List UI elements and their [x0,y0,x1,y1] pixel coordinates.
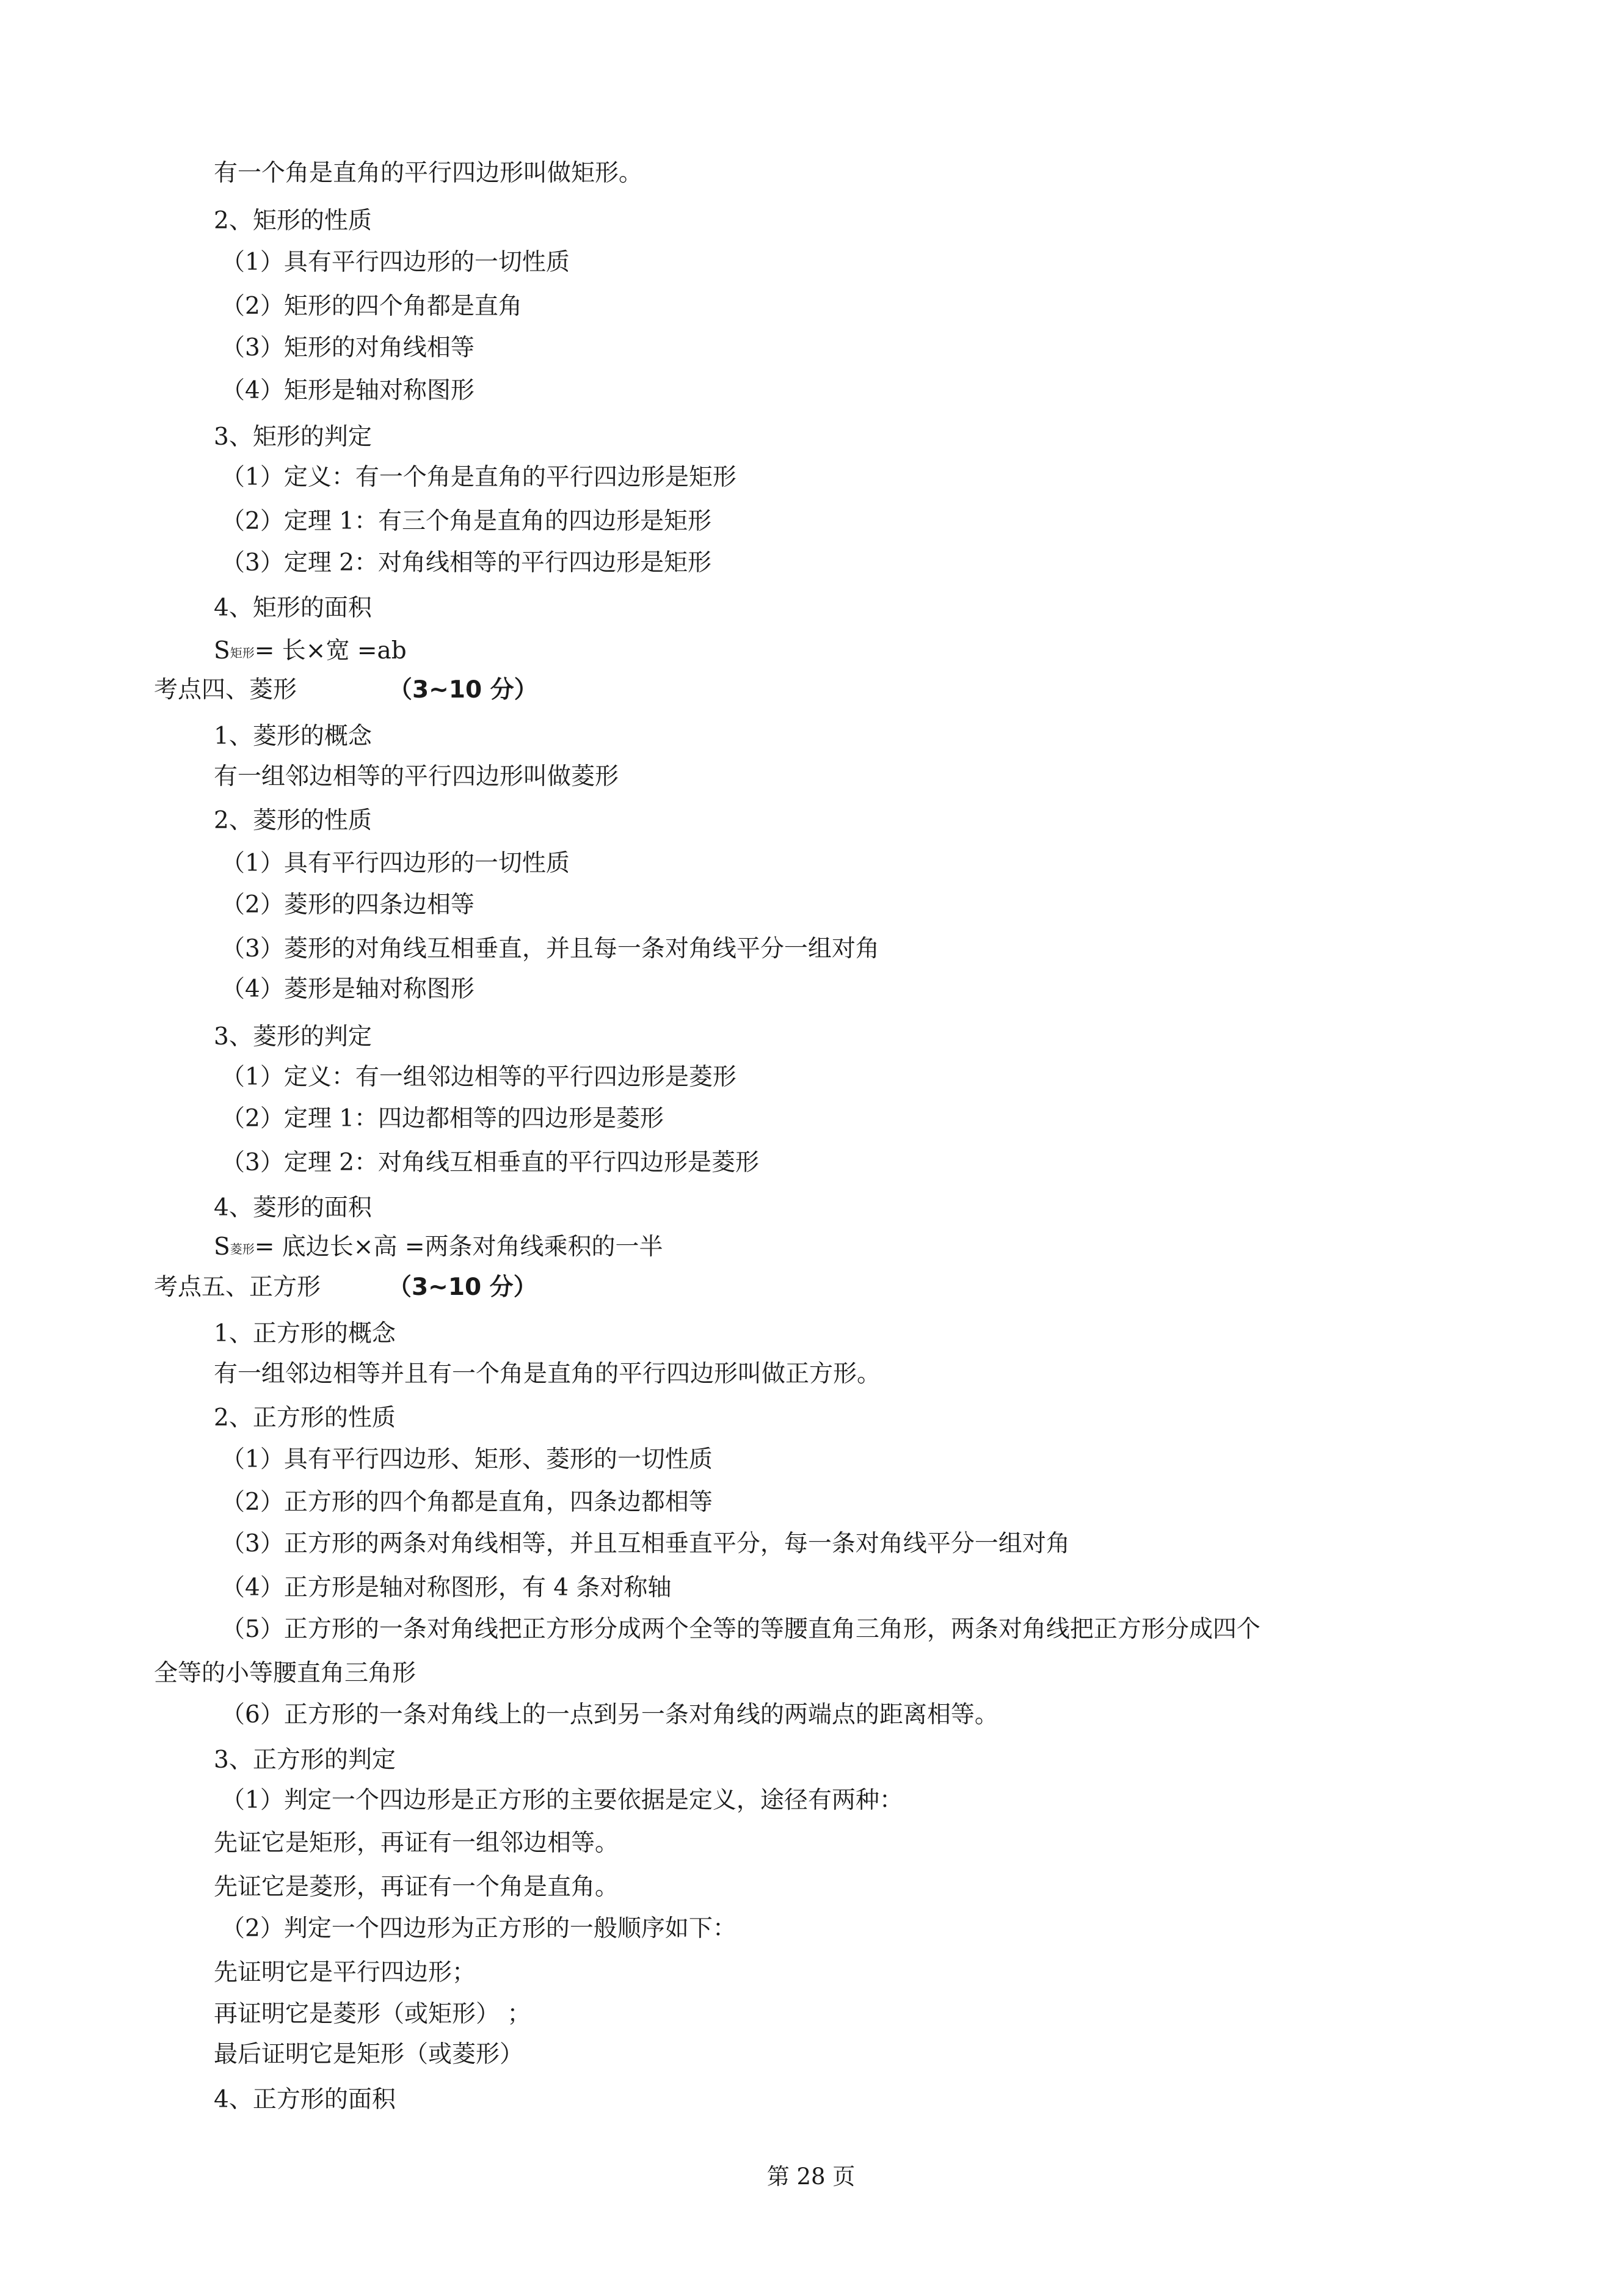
rhombus-area-s: S [214,1233,230,1261]
page-number: 第 28 页 [766,2163,856,2190]
square-definition: 有一组邻边相等并且有一个角是直角的平行四边形叫做正方形。 [214,1360,881,1388]
square-criteria-heading: 3、正方形的判定 [214,1746,396,1774]
square-property-5-continued: 全等的小等腰直角三角形 [154,1660,416,1687]
rhombus-criterion-2: （2）定理 1：四边都相等的四边形是菱形 [221,1105,664,1132]
rect-area-heading: 4、矩形的面积 [214,594,372,622]
rect-property-1: （1）具有平行四边形的一切性质 [221,249,570,276]
square-criterion-2: （2）判定一个四边形为正方形的一般顺序如下： [221,1915,736,1942]
square-criterion-2-step-1: 先证明它是平行四边形； [214,1959,476,1986]
square-criterion-1-path-b: 先证它是菱形，再证有一个角是直角。 [214,1873,619,1901]
square-property-5: （5）正方形的一条对角线把正方形分成两个全等的等腰直角三角形，两条对角线把正方形分成四个 [221,1616,1260,1643]
square-property-2: （2）正方形的四个角都是直角，四条边都相等 [221,1489,713,1516]
square-criterion-2-step-2: 再证明它是菱形（或矩形） ； [214,2000,531,2028]
rect-criteria-heading: 3、矩形的判定 [214,423,372,451]
rect-property-2: （2）矩形的四个角都是直角 [221,293,522,320]
rhombus-points: （3~10 分） [388,676,538,704]
square-criterion-1-path-a: 先证它是矩形，再证有一组邻边相等。 [214,1829,619,1857]
rhombus-criteria-heading: 3、菱形的判定 [214,1023,372,1051]
rhombus-property-1: （1）具有平行四边形的一切性质 [221,850,570,877]
rect-area-subscript: 矩形 [230,646,255,660]
rect-area-rest: = 长×宽 =ab [254,637,407,665]
rhombus-property-3: （3）菱形的对角线互相垂直，并且每一条对角线平分一组对角 [221,935,879,963]
square-criterion-1: （1）判定一个四边形是正方形的主要依据是定义，途径有两种： [221,1787,903,1814]
rect-criterion-1: （1）定义：有一个角是直角的平行四边形是矩形 [221,464,736,491]
rhombus-area-rest: = 底边长×高 =两条对角线乘积的一半 [254,1233,663,1261]
square-property-3: （3）正方形的两条对角线相等，并且互相垂直平分，每一条对角线平分一组对角 [221,1530,1070,1558]
square-criterion-2-step-3: 最后证明它是矩形（或菱形） [214,2041,524,2068]
rhombus-section-heading [154,676,538,705]
square-properties-heading: 2、正方形的性质 [214,1404,396,1432]
rhombus-properties-heading: 2、菱形的性质 [214,807,372,834]
rhombus-area-heading: 4、菱形的面积 [214,1194,372,1222]
rhombus-concept-heading: 1、菱形的概念 [214,723,372,750]
square-property-4: （4）正方形是轴对称图形，有 4 条对称轴 [221,1574,672,1602]
square-points: （3~10 分） [388,1274,537,1301]
rect-property-4: （4）矩形是轴对称图形 [221,377,475,404]
rect-definition: 有一个角是直角的平行四边形叫做矩形。 [214,159,643,187]
square-concept-heading: 1、正方形的概念 [214,1320,396,1347]
rhombus-criterion-3: （3）定理 2：对角线互相垂直的平行四边形是菱形 [221,1149,760,1176]
square-heading-text: 考点五、正方形 [154,1274,321,1301]
square-property-6: （6）正方形的一条对角线上的一点到另一条对角线的两端点的距离相等。 [221,1701,998,1729]
square-section-heading [154,1273,537,1302]
rhombus-property-2: （2）菱形的四条边相等 [221,891,475,919]
rect-properties-heading: 2、矩形的性质 [214,207,372,235]
rect-property-3: （3）矩形的对角线相等 [221,334,475,362]
rhombus-property-4: （4）菱形是轴对称图形 [221,975,475,1003]
rhombus-criterion-1: （1）定义：有一组邻边相等的平行四边形是菱形 [221,1063,736,1091]
rect-area-s: S [214,637,230,665]
rhombus-area-subscript: 菱形 [230,1242,255,1256]
square-property-1: （1）具有平行四边形、矩形、菱形的一切性质 [221,1446,713,1473]
square-area-heading: 4、正方形的面积 [214,2086,396,2113]
rhombus-definition: 有一组邻边相等的平行四边形叫做菱形 [214,763,619,790]
rect-area-formula [214,636,407,668]
rect-criterion-3: （3）定理 2：对角线相等的平行四边形是矩形 [221,549,712,577]
rect-criterion-2: （2）定理 1：有三个角是直角的四边形是矩形 [221,508,712,535]
rhombus-area-formula [214,1233,663,1264]
rhombus-heading-text: 考点四、菱形 [154,676,297,704]
